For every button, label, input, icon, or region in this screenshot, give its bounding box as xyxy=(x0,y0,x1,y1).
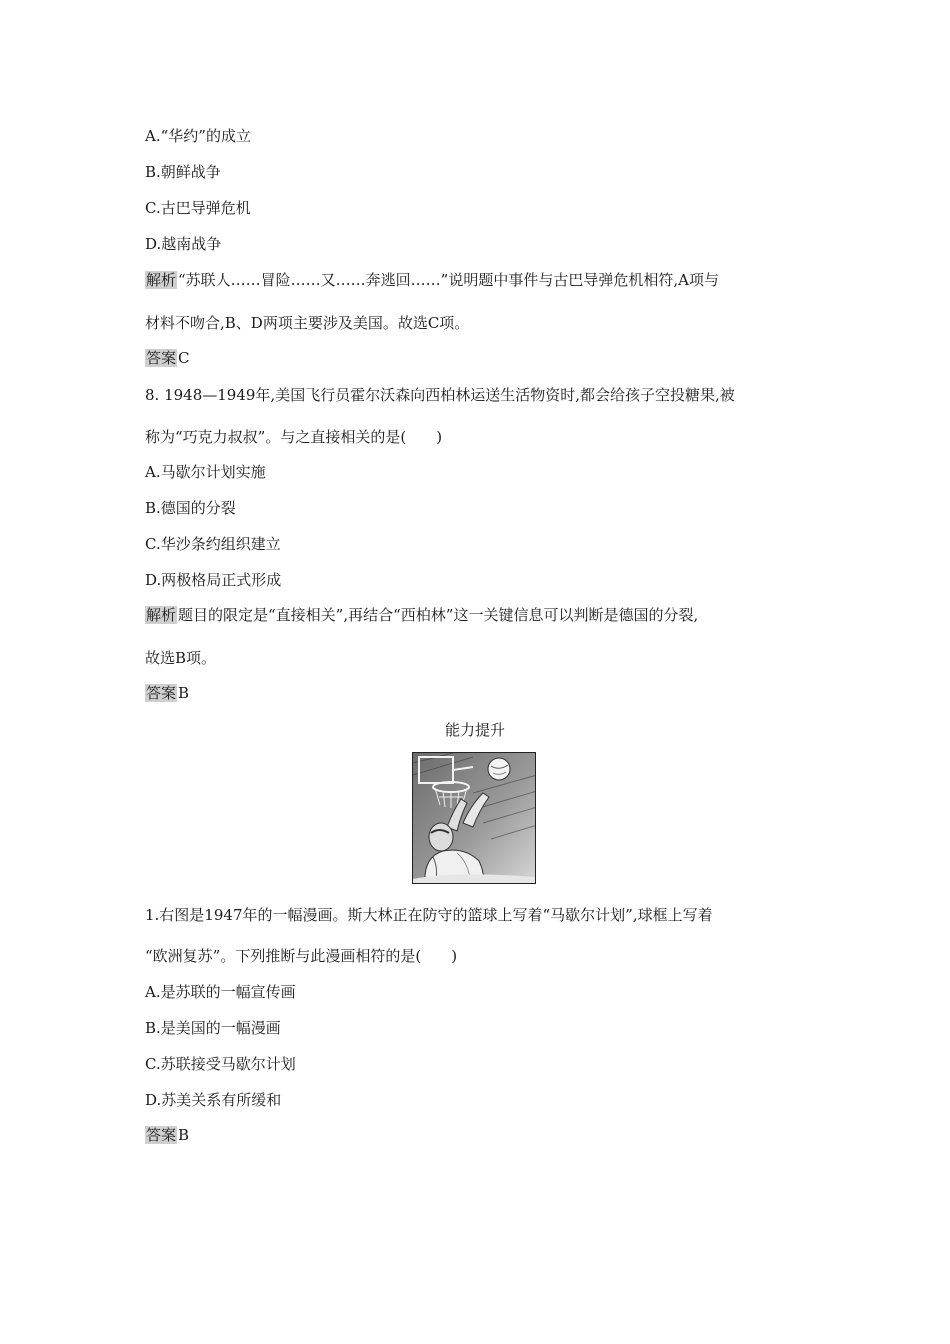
p1-stem-2: “欧洲复苏”。下列推断与此漫画相符的是( ) xyxy=(145,947,458,965)
analysis-tag: 解析 xyxy=(146,271,177,289)
p1-answer xyxy=(145,1125,189,1145)
q7-option-a: A.“华约”的成立 xyxy=(145,127,251,145)
p1-option-c: C.苏联接受马歇尔计划 xyxy=(145,1055,296,1073)
q7-answer-value: C xyxy=(178,349,190,367)
p1-stem-1: 1.右图是1947年的一幅漫画。斯大林正在防守的篮球上写着“马歇尔计划”,球框上写着 xyxy=(145,906,713,924)
q7-answer xyxy=(145,348,190,368)
q8-stem-1: 8. 1948—1949年,美国飞行员霍尔沃森向西柏林运送生活物资时,都会给孩子空投糖果,被 xyxy=(145,386,735,404)
answer-tag: 答案 xyxy=(146,1126,177,1144)
q7-option-b: B.朝鲜战争 xyxy=(145,163,221,181)
basketball-cartoon-illustration xyxy=(413,753,536,884)
answer-tag: 答案 xyxy=(146,349,177,367)
section-title: 能力提升 xyxy=(444,721,505,739)
cartoon-image xyxy=(412,752,536,884)
p1-option-d: D.苏美关系有所缓和 xyxy=(145,1091,282,1109)
q7-analysis-text-2: 材料不吻合,B、D两项主要涉及美国。故选C项。 xyxy=(145,314,470,332)
answer-tag: 答案 xyxy=(146,684,177,702)
p1-option-b: B.是美国的一幅漫画 xyxy=(145,1019,281,1037)
q8-option-c: C.华沙条约组织建立 xyxy=(145,535,281,553)
q8-analysis-text-1: 题目的限定是“直接相关”,再结合“西柏林”这一关键信息可以判断是德国的分裂, xyxy=(178,606,699,624)
analysis-tag: 解析 xyxy=(146,606,177,624)
q8-answer-value: B xyxy=(178,684,190,702)
q8-answer xyxy=(145,683,189,703)
q8-option-d: D.两极格局正式形成 xyxy=(145,571,282,589)
q7-analysis xyxy=(145,270,719,290)
q8-option-b: B.德国的分裂 xyxy=(145,499,236,517)
q7-option-d: D.越南战争 xyxy=(145,235,222,253)
p1-answer-value: B xyxy=(178,1126,190,1144)
q7-option-c: C.古巴导弹危机 xyxy=(145,199,251,217)
q7-analysis-text-1: “苏联人……冒险……又……奔逃回……”说明题中事件与古巴导弹危机相符,A项与 xyxy=(178,271,719,289)
q8-analysis-text-2: 故选B项。 xyxy=(145,649,217,667)
q8-analysis xyxy=(145,605,698,625)
q8-stem-2: 称为“巧克力叔叔”。与之直接相关的是( ) xyxy=(145,428,443,446)
q8-option-a: A.马歇尔计划实施 xyxy=(145,463,266,481)
p1-option-a: A.是苏联的一幅宣传画 xyxy=(145,983,296,1001)
